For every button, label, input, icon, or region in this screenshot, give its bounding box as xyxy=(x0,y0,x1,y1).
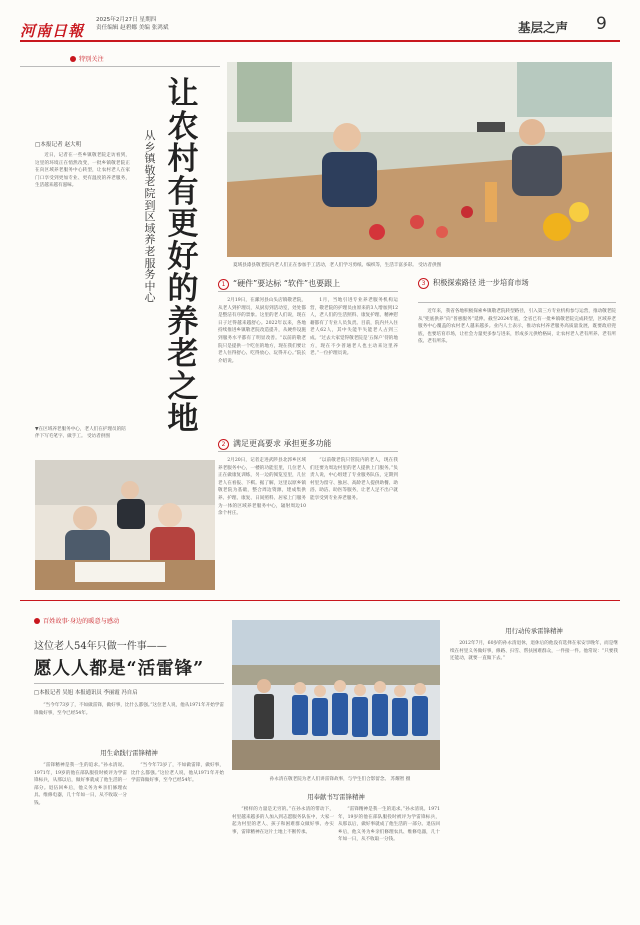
bottom-s2-col2: “当今年73岁了，不如做雷锋，做好事，比什么都强。”这位老人说，他从1971年开始学雷锋做好事，至今已经54年。 xyxy=(131,763,224,784)
header-rule xyxy=(20,40,620,42)
calligraphy-photo xyxy=(35,460,215,590)
photo2-caption: ▼在区域养老服务中心，老人们在护理员的陪伴下写毛笔字、做手工。 受访者供图 xyxy=(35,427,126,439)
top-headline: 让农村有更好的养老之地 xyxy=(167,76,199,437)
top-byline: □本报记者 赵大明 xyxy=(35,142,82,148)
section3-body: 近年来，我省各地积极探索乡镇敬老院转型路径，引入第三方专业机构参与运营，推动敬老院从“兜底供养”向“普惠服务”延伸。截至2024年底，全省已有一批乡镇敬老院完成转型，区域养老服务中心覆盖的农村老人越来越多。业内人士表示，推动农村养老服务高质量发展，既要政府兜底，也要培育市场，让社会力量更多参与进来，形成多元供给格局，让农村老人老有所养、老有所依、老有所乐。 xyxy=(418,309,616,345)
issue-meta xyxy=(96,16,168,32)
bottom-title-rule xyxy=(34,683,224,684)
students-photo xyxy=(232,620,440,770)
bottom-story-tag: 百姓故事·身边的暖意与感动 xyxy=(34,616,119,625)
bottom-kicker: 这位老人54年只做一件事—— xyxy=(34,641,167,652)
section3-heading: 3 积极探索路径 进一步培育市场 xyxy=(418,278,618,289)
bottom-s1-heading: 用行动传承雷锋精神 xyxy=(505,627,563,635)
bottom-s3-col2: “雷锋精神是我一生的追求。”孙永清说。1971年，19岁的他在部队服役时被评为学雷锋标兵，从那以后，做好事就成了他生活的一部分。退伍回乡后，他义务为乡亲们修理农具、维修电器，几十年如一日，从不收取一分钱。 xyxy=(338,807,440,843)
bottom-s3-heading: 用奉献书写雷锋精神 xyxy=(307,793,365,801)
issue-editors: 责任编辑 赵碧娜 美编 张鸿斌 xyxy=(96,25,169,31)
section1-heading: 1 “硬件”要达标 “软件”也要跟上 xyxy=(218,278,340,290)
tag-rule xyxy=(20,66,220,67)
page-number: 9 xyxy=(596,14,607,34)
photo1-caption: 夏域县漆县敬老院内老人们正在参加手工活动，老人们学习剪纸、编织等，生活丰富多彩。 受访者供图 xyxy=(233,263,442,268)
section1-rule xyxy=(218,291,398,292)
bottom-divider xyxy=(20,600,620,601)
elderly-crafts-photo xyxy=(227,62,612,257)
bottom-byline: □本报记者 吴旭 本报通讯员 李丽霞 冯自启 xyxy=(34,690,138,696)
bullet-icon xyxy=(34,618,40,624)
section2-col2: “以前敬老院只管院内的老人，现在我们还要为周边村里的老人提供上门服务。”负责人说，中心组建了专业服务队伍，定期到村里为留守、独居、高龄老人提供助餐、助浴、助洁、助医等服务，让老人足不出户就能享受到专业养老服务。 xyxy=(310,458,398,501)
bottom-s3-col1: “榜样的力量是无穷的。”在孙永清的带动下，村里越来越多的人加入到志愿服务队伍中，大家一起为村里的老人、孩子和困难群众做好事、办实事，雷锋精神在这片土地上不断传承。 xyxy=(232,807,334,835)
top-subheadline: 从乡镇敬老院到区域养老服务中心 xyxy=(144,129,156,305)
bottom-s2-heading: 用生命践行雷锋精神 xyxy=(100,749,158,757)
bottom-lead: “当今年73岁了，不如做雷锋，做好事，比什么都强。”这位老人说，他从1971年开始学雷锋做好事，至今已经54年。 xyxy=(34,703,224,716)
section1-col1: 2月19日，在漯河县山头店镇敬老院，从老人到护理员，从厨房到活动室，处处都是整洁有序的景象。这里的老人们说，现在日子过得越来越舒心。2022年以来，各地持续推进乡镇敬老院改造提升，从硬件设施到服务水平都有了明显改善。“以前的敬老院只是提供一个吃住的地方，现在我们要让老人住得舒心、吃得放心、玩得开心。”院长介绍说。 xyxy=(218,298,306,364)
top-lead: 近日，记者在一些乡镇敬老院走访看到，这里的环境正在悄然改变，一批乡镇敬老院正在向区域养老服务中心转型，让农村老人在家门口享受到更加专业、更有温度的养老服务，生活越来越有滋味。 xyxy=(35,153,130,189)
issue-date: 2025年2月27日 星期四 xyxy=(96,17,157,23)
bottom-s1-body: 2012年7月，60岁的孙永清退休，退休后的他没有选择在家安享晚年，而是继续在村里义务做好事，修路、扫雪、帮扶困难群众，一件接一件。他常说：“只要我还能动，就要一直做下去。” xyxy=(450,641,618,662)
section2-col1: 2月20日，记者走进武陟县北郭乡区域养老服务中心，一楼的功能室里，几位老人正在做康复训练，另一边的阅览室里，几位老人在看报、下棋。据了解，这里以原乡镇敬老院为基础，整合周边资源，建成集供养、护理、康复、日间照料、居家上门服务为一体的区域养老服务中心，辐射周边10余个村庄。 xyxy=(218,458,306,517)
section2-heading: 2 满足更高要求 承担更多功能 xyxy=(218,438,332,450)
section2-rule xyxy=(218,451,398,452)
section3-rule xyxy=(418,302,616,303)
top-story-tag: 特别关注 xyxy=(70,54,104,63)
masthead-logo: 河南日報 xyxy=(20,22,85,40)
bottom-s2-col1: “雷锋精神是我一生的追求。”孙永清说。1971年，19岁的他在部队服役时被评为学雷锋标兵，从那以后，做好事就成了他生活的一部分。退伍回乡后，他义务为乡亲们修理农具、维修电器，几十年如一日，从不收取一分钱。 xyxy=(34,763,127,806)
section1-col2: 1月，当地引进专业养老服务机构运营，敬老院的护理员由原来的3人增加到12人，老人们的生活照料、康复护理、精神慰藉都有了专业人员负责。目前，院内共入住老人62人，其中失能半失能老人占到三成。“过去大家觉得敬老院是‘五保户’待的地方，现在不少普通老人也主动来这里养老。”一位护理员说。 xyxy=(310,298,398,357)
bottom-headline: 愿人人都是“活雷锋” xyxy=(34,659,205,679)
section-name: 基层之声 xyxy=(518,20,569,35)
bullet-icon xyxy=(70,56,76,62)
photo3-caption: 孙永清在敬老院为老人们讲雷锋故事，与学生们合影留念。 苏耀智 摄 xyxy=(269,777,411,782)
